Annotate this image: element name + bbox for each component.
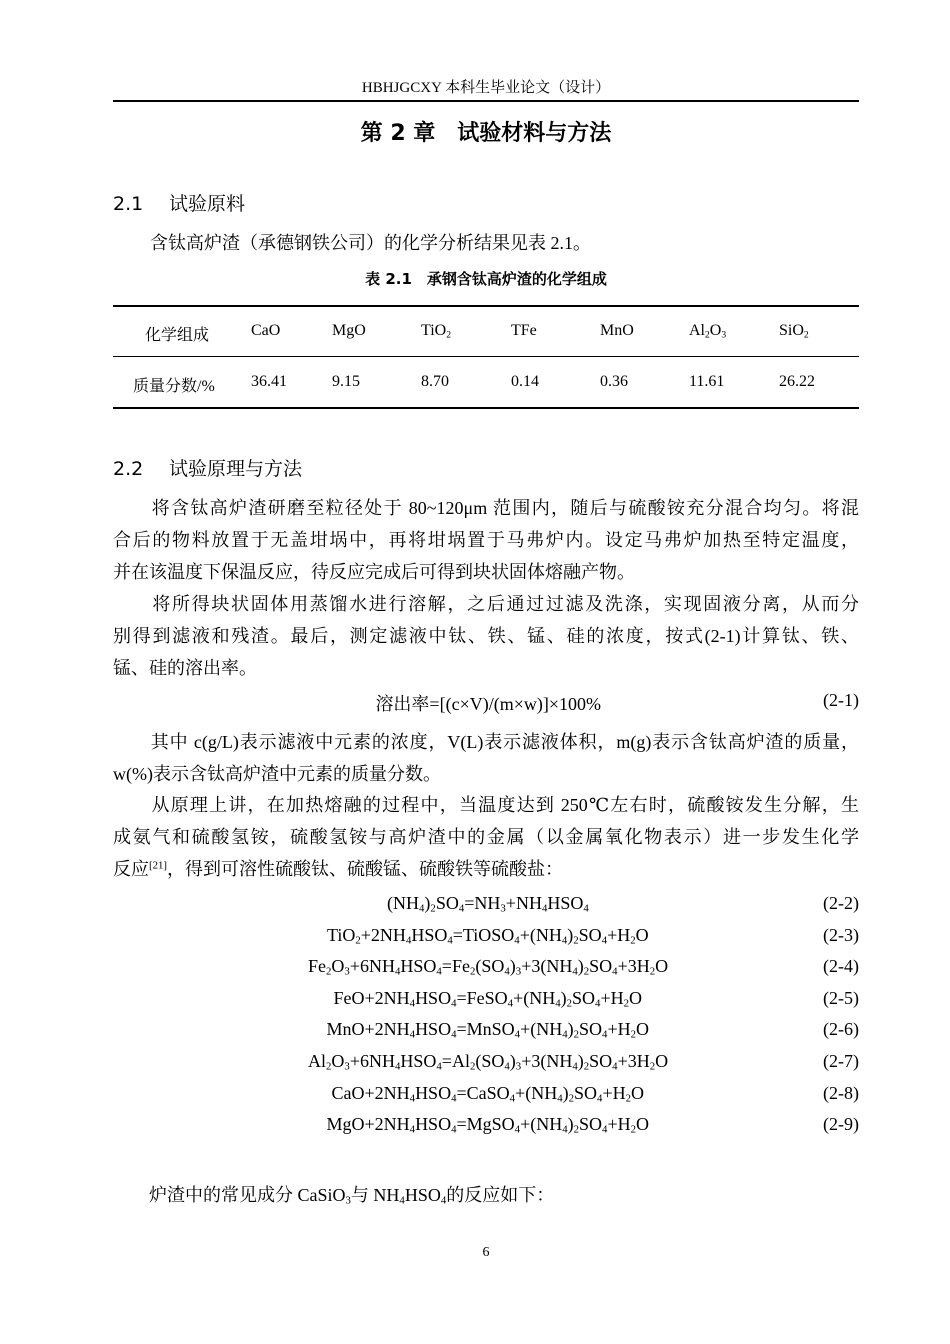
table-cell: 质量分数/% [133, 378, 215, 395]
table-cell: 9.15 [332, 373, 360, 390]
text-line: 从原理上讲，在加热熔融的过程中，当温度达到 250℃左右时，硫酸铵发生分解，生 [113, 795, 859, 815]
table-top-rule [113, 305, 859, 307]
table-cell: 11.61 [689, 373, 725, 390]
equation-tag: (2-1) [823, 690, 859, 710]
table-header-cell: TFe [511, 322, 537, 339]
header-rule [113, 100, 859, 102]
text-line: 将所得块状固体用蒸馏水进行溶解，之后通过过滤及洗涤，实现固液分离，从而分 [113, 594, 859, 614]
equation-expression: $MgO+2NH_4HSO_4=MgSO_4+(NH_4)_2SO_4+H_2O$ [326, 1114, 650, 1136]
section-number: 2.2 [113, 458, 144, 480]
equation-expression: $(NH_4)_2SO_4=NH_3+NH_4HSO_4$ [387, 893, 589, 915]
equation-expression: $MnO+2NH_4HSO_4=MnSO_4+(NH_4)_2SO_4+H_2O$ [326, 1019, 650, 1042]
table-caption: 表 2.1 承钢含钛高炉渣的化学组成 [365, 270, 607, 288]
table-header-cell: SiO$_2$ [779, 322, 809, 341]
table-header-cell: 化学组成 [145, 327, 210, 344]
table-header-cell: CaO [251, 322, 281, 339]
text-line: 别得到滤液和残渣。最后，测定滤液中钛、铁、锰、硅的浓度，按式(2-1)计算钛、铁、 [113, 625, 859, 646]
equation-expression: 溶出率=[(c×V)/(m×w)]×100% [375, 694, 601, 714]
equation-tag: (2-3) [823, 924, 859, 945]
table-cell: 8.70 [421, 373, 449, 390]
closing-paragraph: 炉渣中的常见成分 CaSiO$_3$与 $NH_4HSO_4$的反应如下： [113, 1185, 555, 1207]
paragraph-variables [113, 727, 859, 791]
equation-expression: $FeO+2NH_4HSO_4=FeSO_4+(NH_4)_2SO_4+H_2O$ [333, 987, 643, 1010]
table-header-cell: TiO$_2$ [421, 322, 452, 341]
equation-expression: $CaO+2NH_4HSO_4=CaSO_4+(NH_4)_2SO_4+H_2O$ [331, 1082, 644, 1105]
equation-tag: (2-9) [823, 1114, 859, 1135]
paragraph-procedure [113, 493, 859, 588]
section-heading-2-1 [113, 189, 245, 216]
section-heading-2-2 [113, 454, 302, 481]
equation-expression: $TiO_2+2NH_4HSO_4=TiOSO_4+(NH_4)_2SO_4+H_2O$ [327, 924, 649, 947]
text-line: 并在该温度下保温反应，待反应完成后可得到块状固体熔融产物。 [113, 561, 635, 582]
table-bottom-rule [113, 407, 859, 409]
table-header-cell: MgO [332, 322, 366, 339]
reaction-equation [113, 1083, 859, 1113]
principle-last-line [113, 854, 859, 886]
reaction-equation [113, 893, 859, 923]
paragraph-principle [113, 790, 859, 885]
section-number: 2.1 [113, 193, 144, 215]
equation-tag: (2-2) [823, 893, 859, 913]
text: 反应 [113, 858, 149, 879]
reaction-equation [113, 956, 859, 986]
reaction-equation [113, 988, 859, 1018]
equation-tag: (2-7) [823, 1051, 859, 1071]
section-title: 试验原理与方法 [169, 458, 303, 480]
section-title: 试验原料 [169, 193, 246, 215]
citation-ref[interactable]: [21] [149, 859, 167, 872]
table-cell: 36.41 [251, 373, 287, 390]
text-line: 合后的物料放置于无盖坩埚中，再将坩埚置于马弗炉内。设定马弗炉加热至特定温度， [113, 529, 859, 550]
table-cell: 0.36 [600, 373, 628, 390]
running-header: HBHJGCXY 本科生毕业论文（设计） [361, 80, 611, 96]
equation-tag: (2-4) [823, 956, 859, 977]
table-cell: 26.22 [779, 373, 815, 390]
text-line: 成氨气和硫酸氢铵，硫酸氢铵与高炉渣中的金属（以金属氧化物表示）进一步发生化学 [113, 826, 859, 847]
equation-tag: (2-5) [823, 987, 859, 1008]
table-mid-rule [113, 356, 859, 357]
chapter-title: 第 2 章 试验材料与方法 [360, 121, 612, 146]
reaction-equation [113, 925, 859, 955]
equation-2-1 [113, 690, 859, 720]
principle-lines [113, 790, 859, 854]
equation-tag: (2-8) [823, 1082, 859, 1103]
text-line: 其中 c(g/L)表示滤液中元素的浓度，V(L)表示滤液体积，m(g)表示含钛高炉渣的质量， [113, 732, 859, 752]
equation-expression: $Fe_2O_3+6NH_4HSO_4=Fe_2(SO_4)_3+3(NH_4)_2SO_4+3H_2O$ [308, 956, 669, 978]
text-line: 锰、硅的溶出率。 [113, 657, 257, 678]
equation-tag: (2-6) [823, 1019, 859, 1040]
text: ，得到可溶性硫酸钛、硫酸锰、硫酸铁等硫酸盐： [167, 858, 563, 879]
table-cell: 0.14 [511, 373, 539, 390]
paragraph-separation [113, 589, 859, 684]
reaction-equation [113, 1051, 859, 1081]
equation-expression: $Al_2O_3+6NH_4HSO_4=Al_2(SO_4)_3+3(NH_4)_2SO_4+3H_2O$ [308, 1051, 669, 1073]
text-line: w(%)表示含钛高炉渣中元素的质量分数。 [113, 763, 441, 784]
table-header-cell: MnO [600, 322, 634, 339]
intro-paragraph: 含钛高炉渣（承德钢铁公司）的化学分析结果见表 2.1。 [150, 233, 591, 253]
page-number: 6 [482, 1245, 490, 1260]
text-line: 将含钛高炉渣研磨至粒径处于 80~120μm 范围内，随后与硫酸铵充分混合均匀。将混 [113, 498, 859, 518]
table-header-cell: $Al_2O_3$ [689, 322, 727, 341]
reaction-equation [113, 1114, 859, 1144]
reaction-equation [113, 1019, 859, 1049]
